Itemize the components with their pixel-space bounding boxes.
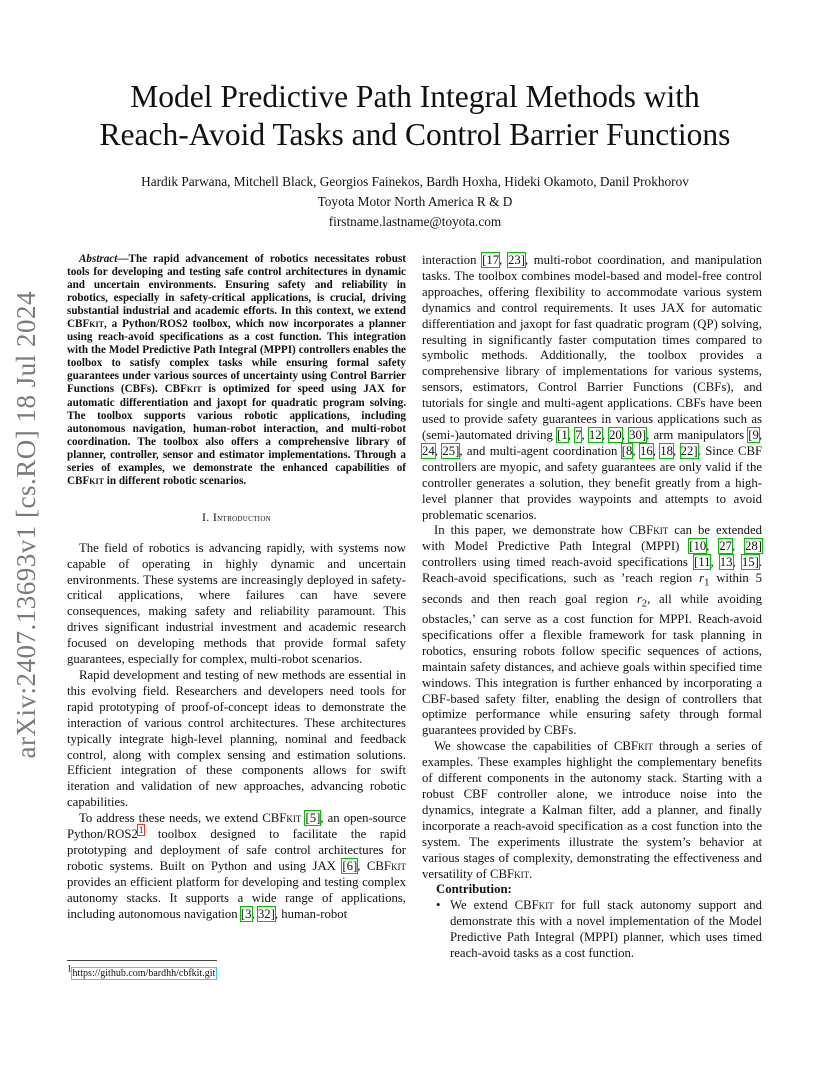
text: within 5 seconds and then reach goal region (422, 571, 762, 606)
section-numeral: I. (201, 509, 213, 524)
affiliation: Toyota Motor North America R & D (317, 194, 513, 209)
citation-text: [11 (693, 555, 711, 570)
bullet-icon: • (436, 898, 441, 913)
toolbox-name: CBFkit (489, 866, 530, 881)
text: , an open-source Python/ROS2 (67, 811, 407, 842)
citation-link[interactable] (660, 444, 673, 458)
text: , (434, 443, 443, 458)
math-region-r2: r (636, 591, 642, 606)
text: We showcase the capabilities of (434, 739, 614, 754)
text: . (529, 866, 533, 881)
citation-text: [9 (748, 427, 759, 442)
citation-link[interactable] (557, 428, 568, 442)
toolbox-name: CBFkit (514, 898, 554, 913)
text: , (357, 858, 367, 873)
abstract-text-2: , a Python/ROS2 toolbox, which now incorporates a planner using reach-avoid specifications as a cost function. This integration with the Model Predictive Path Integral (MPPI) controllers enables the toolbox to satisfy complex tasks while ensuring formal safety guarantees under various sources of uncertainty using Control Barrier Functions (CBFs). (67, 318, 406, 396)
text: , human-robot (274, 906, 348, 921)
citation-text: 22] (680, 443, 698, 458)
arxiv-stamp-text: arXiv:2407.13693v1 [cs.RO] 18 Jul 2024 (10, 291, 41, 759)
citation-link[interactable] (689, 539, 706, 553)
citation-link[interactable] (748, 428, 759, 442)
text: , (758, 427, 763, 442)
right-column (422, 253, 762, 962)
abstract-toolbox-name-1: CBFkit (67, 318, 104, 331)
abstract-text-1: The rapid advancement of robotics necessitates robust tools for developing and testing safe control architectures in dynamic and uncertain environments. Ensuring safety and reliability in robotics, especially in safety-critical applications, is crucial, driving substantial industrial and academic efforts. In this context, we extend (67, 253, 406, 318)
citation-link[interactable] (719, 539, 732, 553)
citation-link[interactable] (629, 428, 646, 442)
section-title-rest: ntroduction (217, 512, 272, 524)
text: , (621, 427, 630, 442)
citation-link[interactable] (422, 444, 435, 458)
footnote-url-link[interactable]: https://github.com/bardhh/cbfkit.git (72, 968, 216, 979)
paper-title (60, 78, 770, 154)
footnote-mark: 1 (67, 963, 72, 974)
text: We extend (450, 898, 515, 913)
math-subscript: 1 (704, 577, 710, 589)
math-subscript: 2 (641, 598, 648, 610)
text: , (710, 555, 720, 570)
citation-text: 13 (719, 555, 733, 570)
abstract (67, 253, 406, 488)
text: controllers using timed reach-avoid specifications (422, 555, 694, 570)
citation-text: 15] (741, 555, 759, 570)
citation-text: 7 (575, 427, 582, 442)
text: can be extended with Model Predictive Path Integral (MPPI) (422, 523, 763, 554)
text: , (499, 253, 508, 267)
section-first-letter: I (212, 509, 218, 524)
text: To address these needs, we extend (79, 811, 263, 826)
citation-link[interactable] (589, 428, 602, 442)
abstract-lead: Abstract (79, 253, 118, 265)
citation-text: 16 (639, 443, 653, 458)
toolbox-name: CBFkit (613, 739, 653, 754)
citation-link[interactable] (305, 811, 320, 825)
citation-link[interactable] (342, 859, 357, 873)
text: , (632, 443, 640, 458)
citation-text: 12 (588, 427, 602, 442)
citation-text: [3 (240, 906, 252, 921)
citation-text: 30] (629, 427, 647, 442)
text: , multi-robot coordination, and manipulation tasks. The toolbox combines model-based and model-free control approaches, offering flexibility to accommodate various system dynamics and control requirements. It uses JAX for automatic differentiation and jaxopt for fast quadratic program (QP) solving, resulting in significantly faster computation times compared to symbolic methods. Additionally, the toolbox provides a comprehensive library of implementations for various systems, sensors, estimators, Control Barrier Functions (CBFs), and tutorials for single and multi-agent applications. CBFs have been used to provide safety guarantees in various applications such as (semi-)automated driving (422, 253, 762, 442)
text: In this paper, we demonstrate how (434, 523, 630, 538)
citation-link[interactable] (609, 428, 622, 442)
footnote-rule (67, 960, 217, 961)
citation-link[interactable] (442, 444, 459, 458)
text: , (732, 539, 746, 554)
text: through a series of examples. These examples highlight the complementary benefits of different components in the autonomy stack. Starting with a robust CBF controller alone, we introduce noise into the dynamics, integrate a Kalman filter, add a planner, and finally incorporate a reach-avoid specification as a cost function into the system. The experiments illustrate the system’s behavior at various stages of complexity, demonstrating the effectiveness and versatility of (422, 739, 762, 881)
intro-paragraph-3 (67, 811, 406, 922)
citation-link[interactable] (508, 253, 525, 267)
author-block (60, 172, 770, 232)
contribution-heading: Contribution: (436, 882, 512, 897)
list-item (436, 898, 762, 962)
citation-text: 18 (660, 443, 674, 458)
citation-link[interactable] (745, 539, 762, 553)
text: . Since CBF controllers are myopic, and safety guarantees are only valid if the controller generates a solution, they benefit greatly from a high-level planner that provides waypoints and attempts to avoid problematic scenarios. (422, 443, 763, 522)
citation-link[interactable] (640, 444, 653, 458)
citation-link[interactable] (681, 444, 698, 458)
footnote-link[interactable]: 1 (138, 824, 144, 835)
text: , all while avoiding obstacles,’ can serve as a cost function for MPPI. Reach-avoid specifications offer a flexible framework for task planning in robotics, ensuring robots follow specific sequences of actions, maintain safety distances, and achieve goals within specified time windows. This integration is further enhanced by incorporating a CBF-based safety filter, enabling the design of controllers that optimize performance while ensuring safety through formal guarantees provided by CBFs. (422, 591, 762, 738)
abstract-toolbox-name-2: CBFkit (164, 383, 202, 396)
citation-link[interactable] (694, 555, 711, 569)
citation-text: 27 (719, 539, 732, 554)
citation-link[interactable] (742, 555, 759, 569)
text: , (567, 427, 576, 442)
abstract-text-4: in different robotic scenarios. (103, 474, 247, 487)
citation-text: 23] (507, 253, 525, 267)
section-heading-introduction (67, 510, 406, 527)
citation-link[interactable] (720, 555, 733, 569)
citation-text: 24 (422, 443, 435, 458)
text: . Reach-avoid specifications, such as ’reach region (422, 555, 763, 586)
citation-text: [10 (689, 539, 707, 554)
left-column (67, 253, 406, 923)
intro-paragraph-1: The field of robotics is advancing rapidly, with systems now capable of operating in highly dynamic and uncertain environments. These systems are increasingly deployed in safety-critical applications, where failures can have severe consequences, making safety and reliability paramount. This drives significant industrial investment and academic research focused on developing methods that provide formal safety guarantees, especially for complex, multi-robot scenarios. (67, 540, 406, 667)
toolbox-name: CBFkit (629, 523, 669, 538)
citation-link[interactable] (241, 907, 252, 921)
citation-link[interactable] (258, 907, 275, 921)
author-names: Hardik Parwana, Mitchell Black, Georgios Fainekos, Bardh Hoxha, Hideki Okamoto, Danil Prokhorov (141, 174, 689, 189)
text: interaction (422, 253, 483, 267)
text: provides an efficient platform for developing and testing complex autonomy stacks. It supports a wide range of applications, including autonomous navigation (67, 874, 406, 921)
citation-text: 28] (745, 539, 763, 554)
intro-paragraph-2: Rapid development and testing of new methods are essential in this evolving field. Researchers and developers need tools for rapid prototyping of proof-of-concept ideas to demonstrate the interaction of various control architectures. These architectures typically integrate high-level planning, nominal and feedback control, along with complex sensing and estimation solutions. Efficient integration of these components allows for swift iteration and validation of new approaches, advancing robotic capabilities. (67, 668, 406, 810)
text: , (601, 427, 609, 442)
contribution-list (422, 898, 762, 962)
right-paragraph-3 (422, 739, 762, 882)
toolbox-name: CBFkit (262, 811, 302, 826)
citation-text: [8 (621, 443, 633, 458)
text: , (581, 427, 589, 442)
citation-link[interactable] (622, 444, 633, 458)
footnote (67, 963, 216, 980)
arxiv-identifier-stamp (6, 290, 46, 760)
abstract-dash: — (117, 253, 129, 265)
right-paragraph-2 (422, 523, 762, 739)
text: , (652, 443, 661, 458)
citation-text: [17 (482, 253, 500, 267)
text: , (732, 555, 742, 570)
citation-text: 32] (257, 906, 275, 921)
title-line-2: Reach-Avoid Tasks and Control Barrier Functions (99, 117, 731, 152)
text: , arm manipulators (646, 427, 749, 442)
text: , (706, 539, 720, 554)
text: for full stack autonomy support and demonstrate this with a novel implementation of the Model Predictive Path Integral (MPPI) planner, which uses timed reach-avoid tasks as a cost function. (450, 898, 762, 961)
abstract-toolbox-name-3: CBFkit (67, 474, 104, 487)
citation-text: [5] (305, 811, 321, 826)
right-paragraph-1 (422, 253, 762, 523)
citation-text: 25] (442, 443, 460, 458)
text: toolbox designed to facilitate the rapid prototyping and deployment of safe control architectures for robotic systems. Built on Python and using JAX (67, 827, 406, 873)
author-email: firstname.lastname@toyota.com (328, 214, 502, 229)
text: , (673, 443, 681, 458)
citation-text: [6] (342, 858, 358, 873)
citation-link[interactable] (482, 253, 499, 267)
citation-text: 20 (608, 427, 622, 442)
title-line-1: Model Predictive Path Integral Methods with (130, 79, 700, 114)
math-region-r1: r (699, 571, 705, 586)
text: , and multi-agent coordination (459, 443, 622, 458)
citation-text: [1 (557, 427, 568, 442)
text: , (251, 906, 258, 921)
abstract-text-3: is optimized for speed using JAX for automatic differentiation and jaxopt for quadratic program solving. The toolbox supports various robotic applications, including autonomous navigation, human-robot interaction, and multi-robot coordination. The toolbox also offers a comprehensive library of planner, controller, sensor and estimator implementations. Through a series of examples, we demonstrate the enhanced capabilities of (67, 383, 406, 474)
toolbox-name: CBFkit (366, 858, 406, 873)
